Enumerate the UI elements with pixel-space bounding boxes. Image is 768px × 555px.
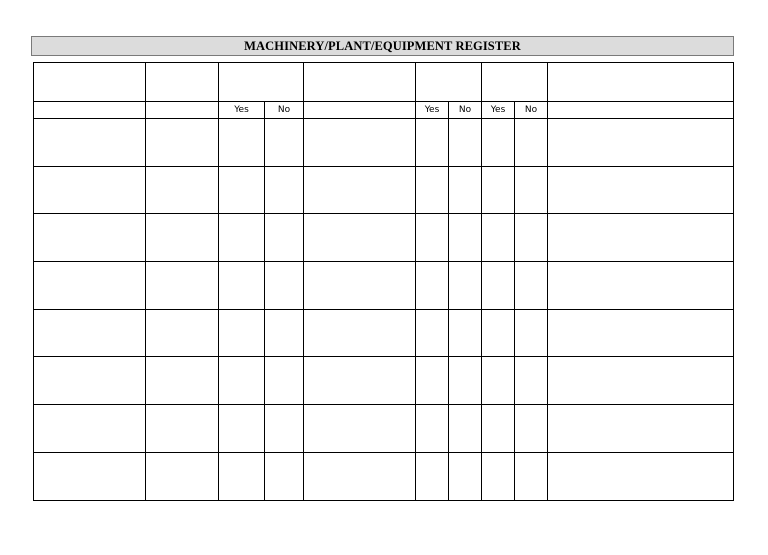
table-cell[interactable]	[548, 452, 734, 500]
table-cell[interactable]	[146, 214, 219, 262]
table-cell[interactable]	[304, 262, 416, 310]
table-cell[interactable]	[219, 166, 265, 214]
table-cell[interactable]	[34, 166, 146, 214]
table-cell[interactable]	[482, 405, 515, 453]
table-row	[34, 119, 734, 167]
table-cell[interactable]	[515, 214, 548, 262]
table-cell[interactable]	[449, 166, 482, 214]
table-cell[interactable]	[304, 452, 416, 500]
table-cell[interactable]	[515, 309, 548, 357]
table-cell[interactable]	[449, 309, 482, 357]
table-cell[interactable]	[265, 119, 304, 167]
header-cell-group-3[interactable]	[482, 63, 548, 102]
table-cell[interactable]	[146, 452, 219, 500]
table-cell[interactable]	[449, 262, 482, 310]
table-cell[interactable]	[515, 452, 548, 500]
subheader-cell-blank-1	[34, 102, 146, 119]
header-cell-4[interactable]	[304, 63, 416, 102]
table-row	[34, 357, 734, 405]
subheader-cell-blank-4	[548, 102, 734, 119]
table-cell[interactable]	[416, 309, 449, 357]
table-cell[interactable]	[219, 357, 265, 405]
table-cell[interactable]	[146, 262, 219, 310]
table-cell[interactable]	[449, 405, 482, 453]
table-cell[interactable]	[548, 262, 734, 310]
table-cell[interactable]	[219, 452, 265, 500]
table-cell[interactable]	[146, 357, 219, 405]
table-cell[interactable]	[548, 357, 734, 405]
table-cell[interactable]	[219, 214, 265, 262]
table-cell[interactable]	[548, 405, 734, 453]
register-table-body	[34, 63, 734, 501]
table-cell[interactable]	[515, 262, 548, 310]
table-cell[interactable]	[482, 357, 515, 405]
header-row-yes-no	[34, 102, 734, 119]
table-cell[interactable]	[482, 119, 515, 167]
table-cell[interactable]	[449, 357, 482, 405]
table-cell[interactable]	[548, 214, 734, 262]
table-cell[interactable]	[146, 119, 219, 167]
no-label-2: No	[449, 102, 482, 119]
table-cell[interactable]	[548, 166, 734, 214]
table-cell[interactable]	[304, 166, 416, 214]
table-cell[interactable]	[265, 452, 304, 500]
table-row	[34, 166, 734, 214]
table-cell[interactable]	[482, 214, 515, 262]
table-cell[interactable]	[482, 166, 515, 214]
table-cell[interactable]	[265, 405, 304, 453]
table-cell[interactable]	[34, 214, 146, 262]
table-cell[interactable]	[146, 166, 219, 214]
table-cell[interactable]	[515, 119, 548, 167]
table-cell[interactable]	[482, 262, 515, 310]
table-cell[interactable]	[34, 357, 146, 405]
table-cell[interactable]	[304, 309, 416, 357]
register-table	[33, 62, 734, 501]
table-cell[interactable]	[34, 405, 146, 453]
table-cell[interactable]	[548, 119, 734, 167]
table-cell[interactable]	[219, 309, 265, 357]
table-cell[interactable]	[34, 452, 146, 500]
table-cell[interactable]	[265, 357, 304, 405]
table-cell[interactable]	[416, 214, 449, 262]
table-cell[interactable]	[265, 262, 304, 310]
table-row	[34, 452, 734, 500]
table-cell[interactable]	[304, 214, 416, 262]
header-cell-group-1[interactable]	[219, 63, 304, 102]
subheader-cell-blank-2	[146, 102, 219, 119]
table-cell[interactable]	[515, 405, 548, 453]
table-cell[interactable]	[416, 166, 449, 214]
header-cell-2[interactable]	[146, 63, 219, 102]
table-cell[interactable]	[416, 119, 449, 167]
table-row	[34, 405, 734, 453]
table-cell[interactable]	[34, 309, 146, 357]
table-cell[interactable]	[416, 262, 449, 310]
table-cell[interactable]	[146, 309, 219, 357]
table-cell[interactable]	[219, 119, 265, 167]
table-cell[interactable]	[515, 357, 548, 405]
no-label-1: No	[265, 102, 304, 119]
header-cell-item[interactable]	[34, 63, 146, 102]
header-row-main	[34, 63, 734, 102]
table-cell[interactable]	[304, 405, 416, 453]
table-cell[interactable]	[449, 214, 482, 262]
table-row	[34, 214, 734, 262]
table-row	[34, 262, 734, 310]
no-label-3: No	[515, 102, 548, 119]
yes-label-1: Yes	[219, 102, 265, 119]
table-cell[interactable]	[416, 452, 449, 500]
header-cell-group-2[interactable]	[416, 63, 482, 102]
table-cell[interactable]	[416, 357, 449, 405]
table-cell[interactable]	[34, 119, 146, 167]
table-cell[interactable]	[219, 405, 265, 453]
table-cell[interactable]	[34, 262, 146, 310]
header-cell-comments[interactable]	[548, 63, 734, 102]
yes-label-2: Yes	[416, 102, 449, 119]
table-cell[interactable]	[416, 405, 449, 453]
table-cell[interactable]	[482, 452, 515, 500]
register-title: MACHINERY/PLANT/EQUIPMENT REGISTER	[244, 38, 521, 53]
table-cell[interactable]	[449, 119, 482, 167]
table-cell[interactable]	[482, 309, 515, 357]
register-title-bar	[31, 36, 734, 56]
table-cell[interactable]	[146, 405, 219, 453]
subheader-cell-blank-3	[304, 102, 416, 119]
table-cell[interactable]	[265, 166, 304, 214]
table-cell[interactable]	[219, 262, 265, 310]
table-cell[interactable]	[515, 166, 548, 214]
table-cell[interactable]	[449, 452, 482, 500]
table-cell[interactable]	[304, 357, 416, 405]
table-cell[interactable]	[548, 309, 734, 357]
table-row	[34, 309, 734, 357]
table-cell[interactable]	[265, 214, 304, 262]
table-cell[interactable]	[304, 119, 416, 167]
yes-label-3: Yes	[482, 102, 515, 119]
table-cell[interactable]	[265, 309, 304, 357]
